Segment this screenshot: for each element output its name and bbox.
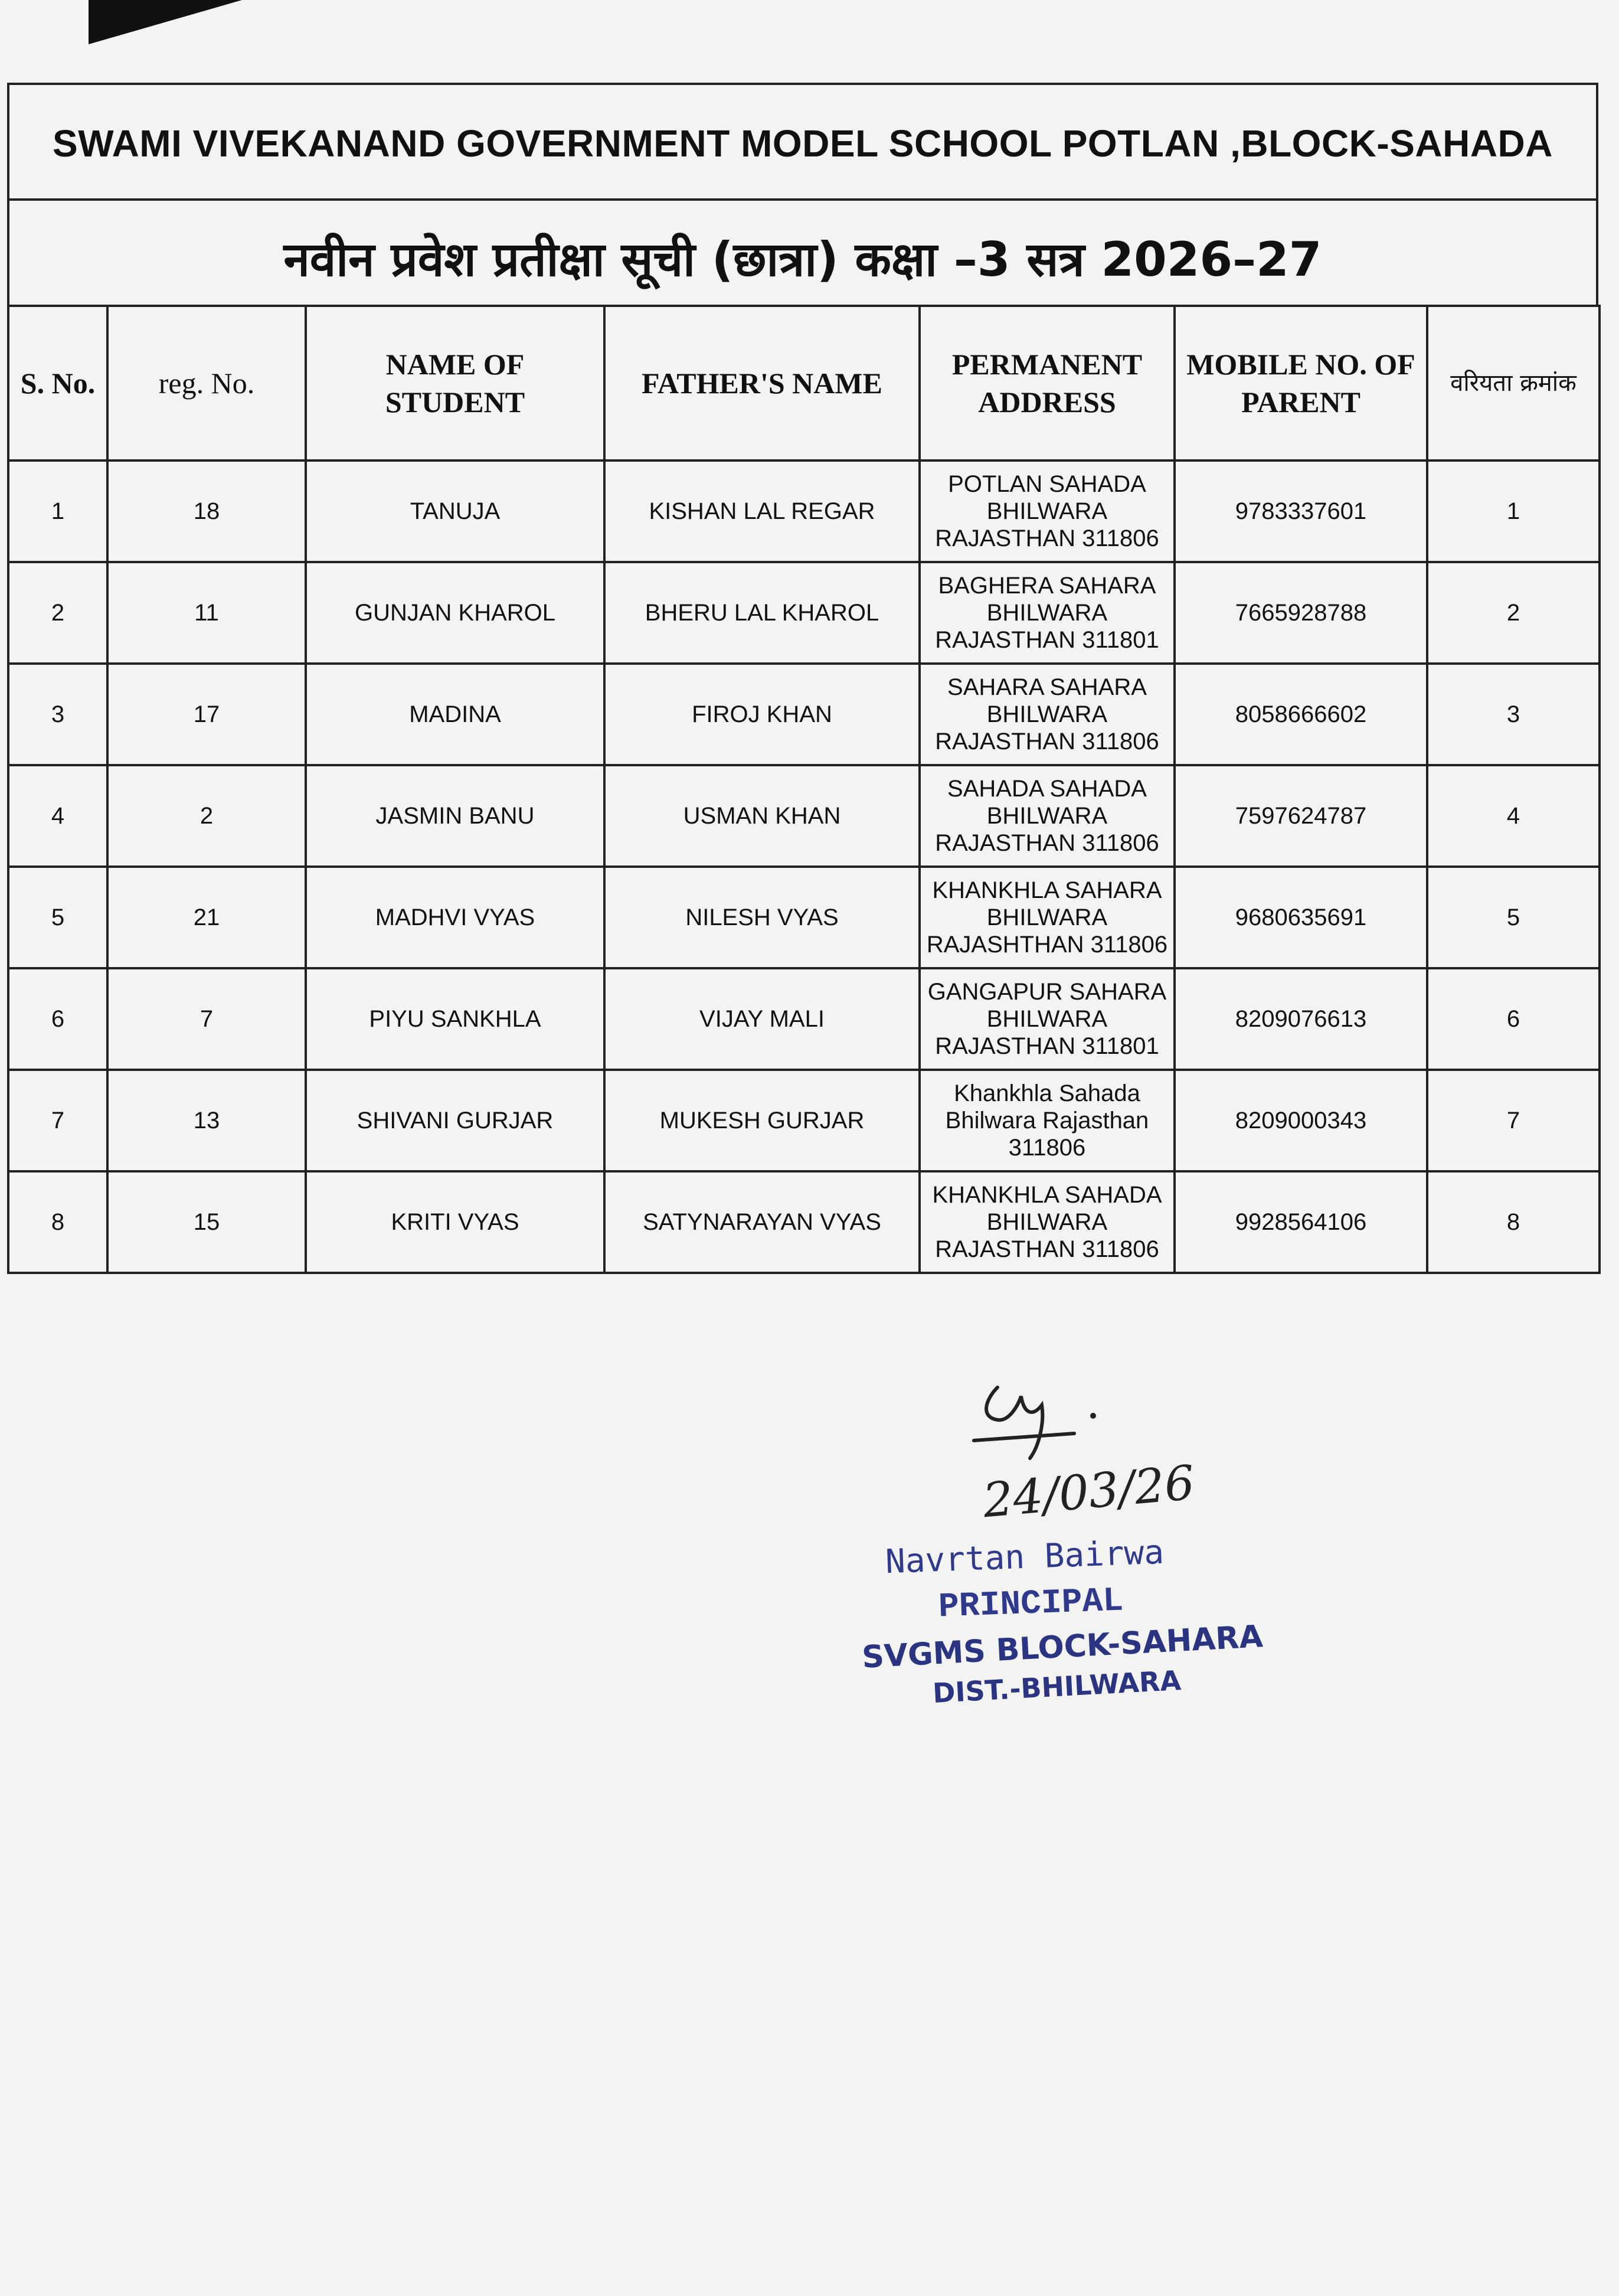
cell-reg-no: 17: [107, 664, 306, 765]
col-address: PERMANENT ADDRESS: [920, 306, 1175, 460]
cell-rank: 5: [1427, 867, 1600, 968]
cell-rank: 2: [1427, 562, 1600, 664]
table-row: [8, 1171, 1600, 1273]
cell-student-name: JASMIN BANU: [306, 765, 604, 867]
cell-reg-no: 11: [107, 562, 306, 664]
cell-student-name: PIYU SANKHLA: [306, 968, 604, 1070]
cell-rank: 8: [1427, 1171, 1600, 1273]
cell-student-name: TANUJA: [306, 460, 604, 562]
cell-mobile: 8058666602: [1175, 664, 1427, 765]
cell-student-name: KRITI VYAS: [306, 1171, 604, 1273]
cell-rank: 7: [1427, 1070, 1600, 1171]
table-header-row: [8, 306, 1600, 460]
cell-sno: 1: [8, 460, 107, 562]
cell-father-name: FIROJ KHAN: [604, 664, 920, 765]
cell-reg-no: 7: [107, 968, 306, 1070]
table-row: [8, 664, 1600, 765]
cell-father-name: BHERU LAL KHAROL: [604, 562, 920, 664]
list-subtitle: नवीन प्रवेश प्रतीक्षा सूची (छात्रा) कक्षा –3 सत्र 2026–27: [283, 232, 1322, 287]
col-reg-no: reg. No.: [107, 306, 306, 460]
table-row: [8, 562, 1600, 664]
table-row: [8, 1070, 1600, 1171]
stamp-role: PRINCIPAL: [937, 1582, 1124, 1627]
cell-sno: 3: [8, 664, 107, 765]
col-rank: वरियता क्रमांक: [1427, 306, 1600, 460]
cell-father-name: KISHAN LAL REGAR: [604, 460, 920, 562]
waiting-list-sheet: [7, 83, 1601, 1263]
cell-mobile: 9928564106: [1175, 1171, 1427, 1273]
cell-sno: 2: [8, 562, 107, 664]
cell-address: SAHARA SAHARA BHILWARA RAJASTHAN 311806: [920, 664, 1175, 765]
cell-address: POTLAN SAHADA BHILWARA RAJASTHAN 311806: [920, 460, 1175, 562]
title-box: [7, 83, 1598, 198]
scan-shadow: [89, 0, 242, 44]
stamp-organization: SVGMS BLOCK-SAHARA: [861, 1619, 1264, 1676]
cell-address: Khankhla Sahada Bhilwara Rajasthan 311806: [920, 1070, 1175, 1171]
cell-mobile: 7597624787: [1175, 765, 1427, 867]
cell-father-name: NILESH VYAS: [604, 867, 920, 968]
cell-sno: 4: [8, 765, 107, 867]
waiting-list-table: [7, 305, 1601, 1274]
cell-mobile: 9783337601: [1175, 460, 1427, 562]
cell-mobile: 8209076613: [1175, 968, 1427, 1070]
cell-rank: 6: [1427, 968, 1600, 1070]
cell-reg-no: 18: [107, 460, 306, 562]
cell-reg-no: 21: [107, 867, 306, 968]
col-father-name: FATHER'S NAME: [604, 306, 920, 460]
cell-father-name: VIJAY MALI: [604, 968, 920, 1070]
cell-rank: 1: [1427, 460, 1600, 562]
cell-student-name: MADINA: [306, 664, 604, 765]
signature-block: [850, 1364, 1299, 1709]
subtitle-box: [7, 198, 1598, 307]
cell-rank: 4: [1427, 765, 1600, 867]
cell-address: GANGAPUR SAHARA BHILWARA RAJASTHAN 311801: [920, 968, 1175, 1070]
stamp-district: DIST.-BHILWARA: [931, 1664, 1182, 1709]
cell-rank: 3: [1427, 664, 1600, 765]
cell-mobile: 9680635691: [1175, 867, 1427, 968]
table-row: [8, 968, 1600, 1070]
cell-father-name: USMAN KHAN: [604, 765, 920, 867]
cell-sno: 7: [8, 1070, 107, 1171]
cell-student-name: GUNJAN KHAROL: [306, 562, 604, 664]
signature-date: 24/03/26: [980, 1455, 1197, 1529]
table-row: [8, 460, 1600, 562]
cell-sno: 8: [8, 1171, 107, 1273]
cell-address: KHANKHLA SAHADA BHILWARA RAJASTHAN 311806: [920, 1171, 1175, 1273]
cell-address: BAGHERA SAHARA BHILWARA RAJASTHAN 311801: [920, 562, 1175, 664]
cell-reg-no: 15: [107, 1171, 306, 1273]
cell-father-name: SATYNARAYAN VYAS: [604, 1171, 920, 1273]
cell-mobile: 7665928788: [1175, 562, 1427, 664]
school-title: SWAMI VIVEKANAND GOVERNMENT MODEL SCHOOL POTLAN ,BLOCK-SAHADA: [53, 122, 1553, 165]
table-row: [8, 765, 1600, 867]
cell-father-name: MUKESH GURJAR: [604, 1070, 920, 1171]
cell-address: KHANKHLA SAHARA BHILWARA RAJASHTHAN 311806: [920, 867, 1175, 968]
cell-mobile: 8209000343: [1175, 1070, 1427, 1171]
table-row: [8, 867, 1600, 968]
cell-reg-no: 2: [107, 765, 306, 867]
stamp-name: Navrtan Bairwa: [885, 1533, 1165, 1582]
col-mobile: MOBILE NO. OF PARENT: [1175, 306, 1427, 460]
cell-reg-no: 13: [107, 1070, 306, 1171]
cell-address: SAHADA SAHADA BHILWARA RAJASTHAN 311806: [920, 765, 1175, 867]
cell-student-name: SHIVANI GURJAR: [306, 1070, 604, 1171]
cell-sno: 5: [8, 867, 107, 968]
cell-sno: 6: [8, 968, 107, 1070]
handwritten-signature: [962, 1364, 1116, 1476]
cell-student-name: MADHVI VYAS: [306, 867, 604, 968]
col-student-name: NAME OF STUDENT: [306, 306, 604, 460]
col-sno: S. No.: [8, 306, 107, 460]
